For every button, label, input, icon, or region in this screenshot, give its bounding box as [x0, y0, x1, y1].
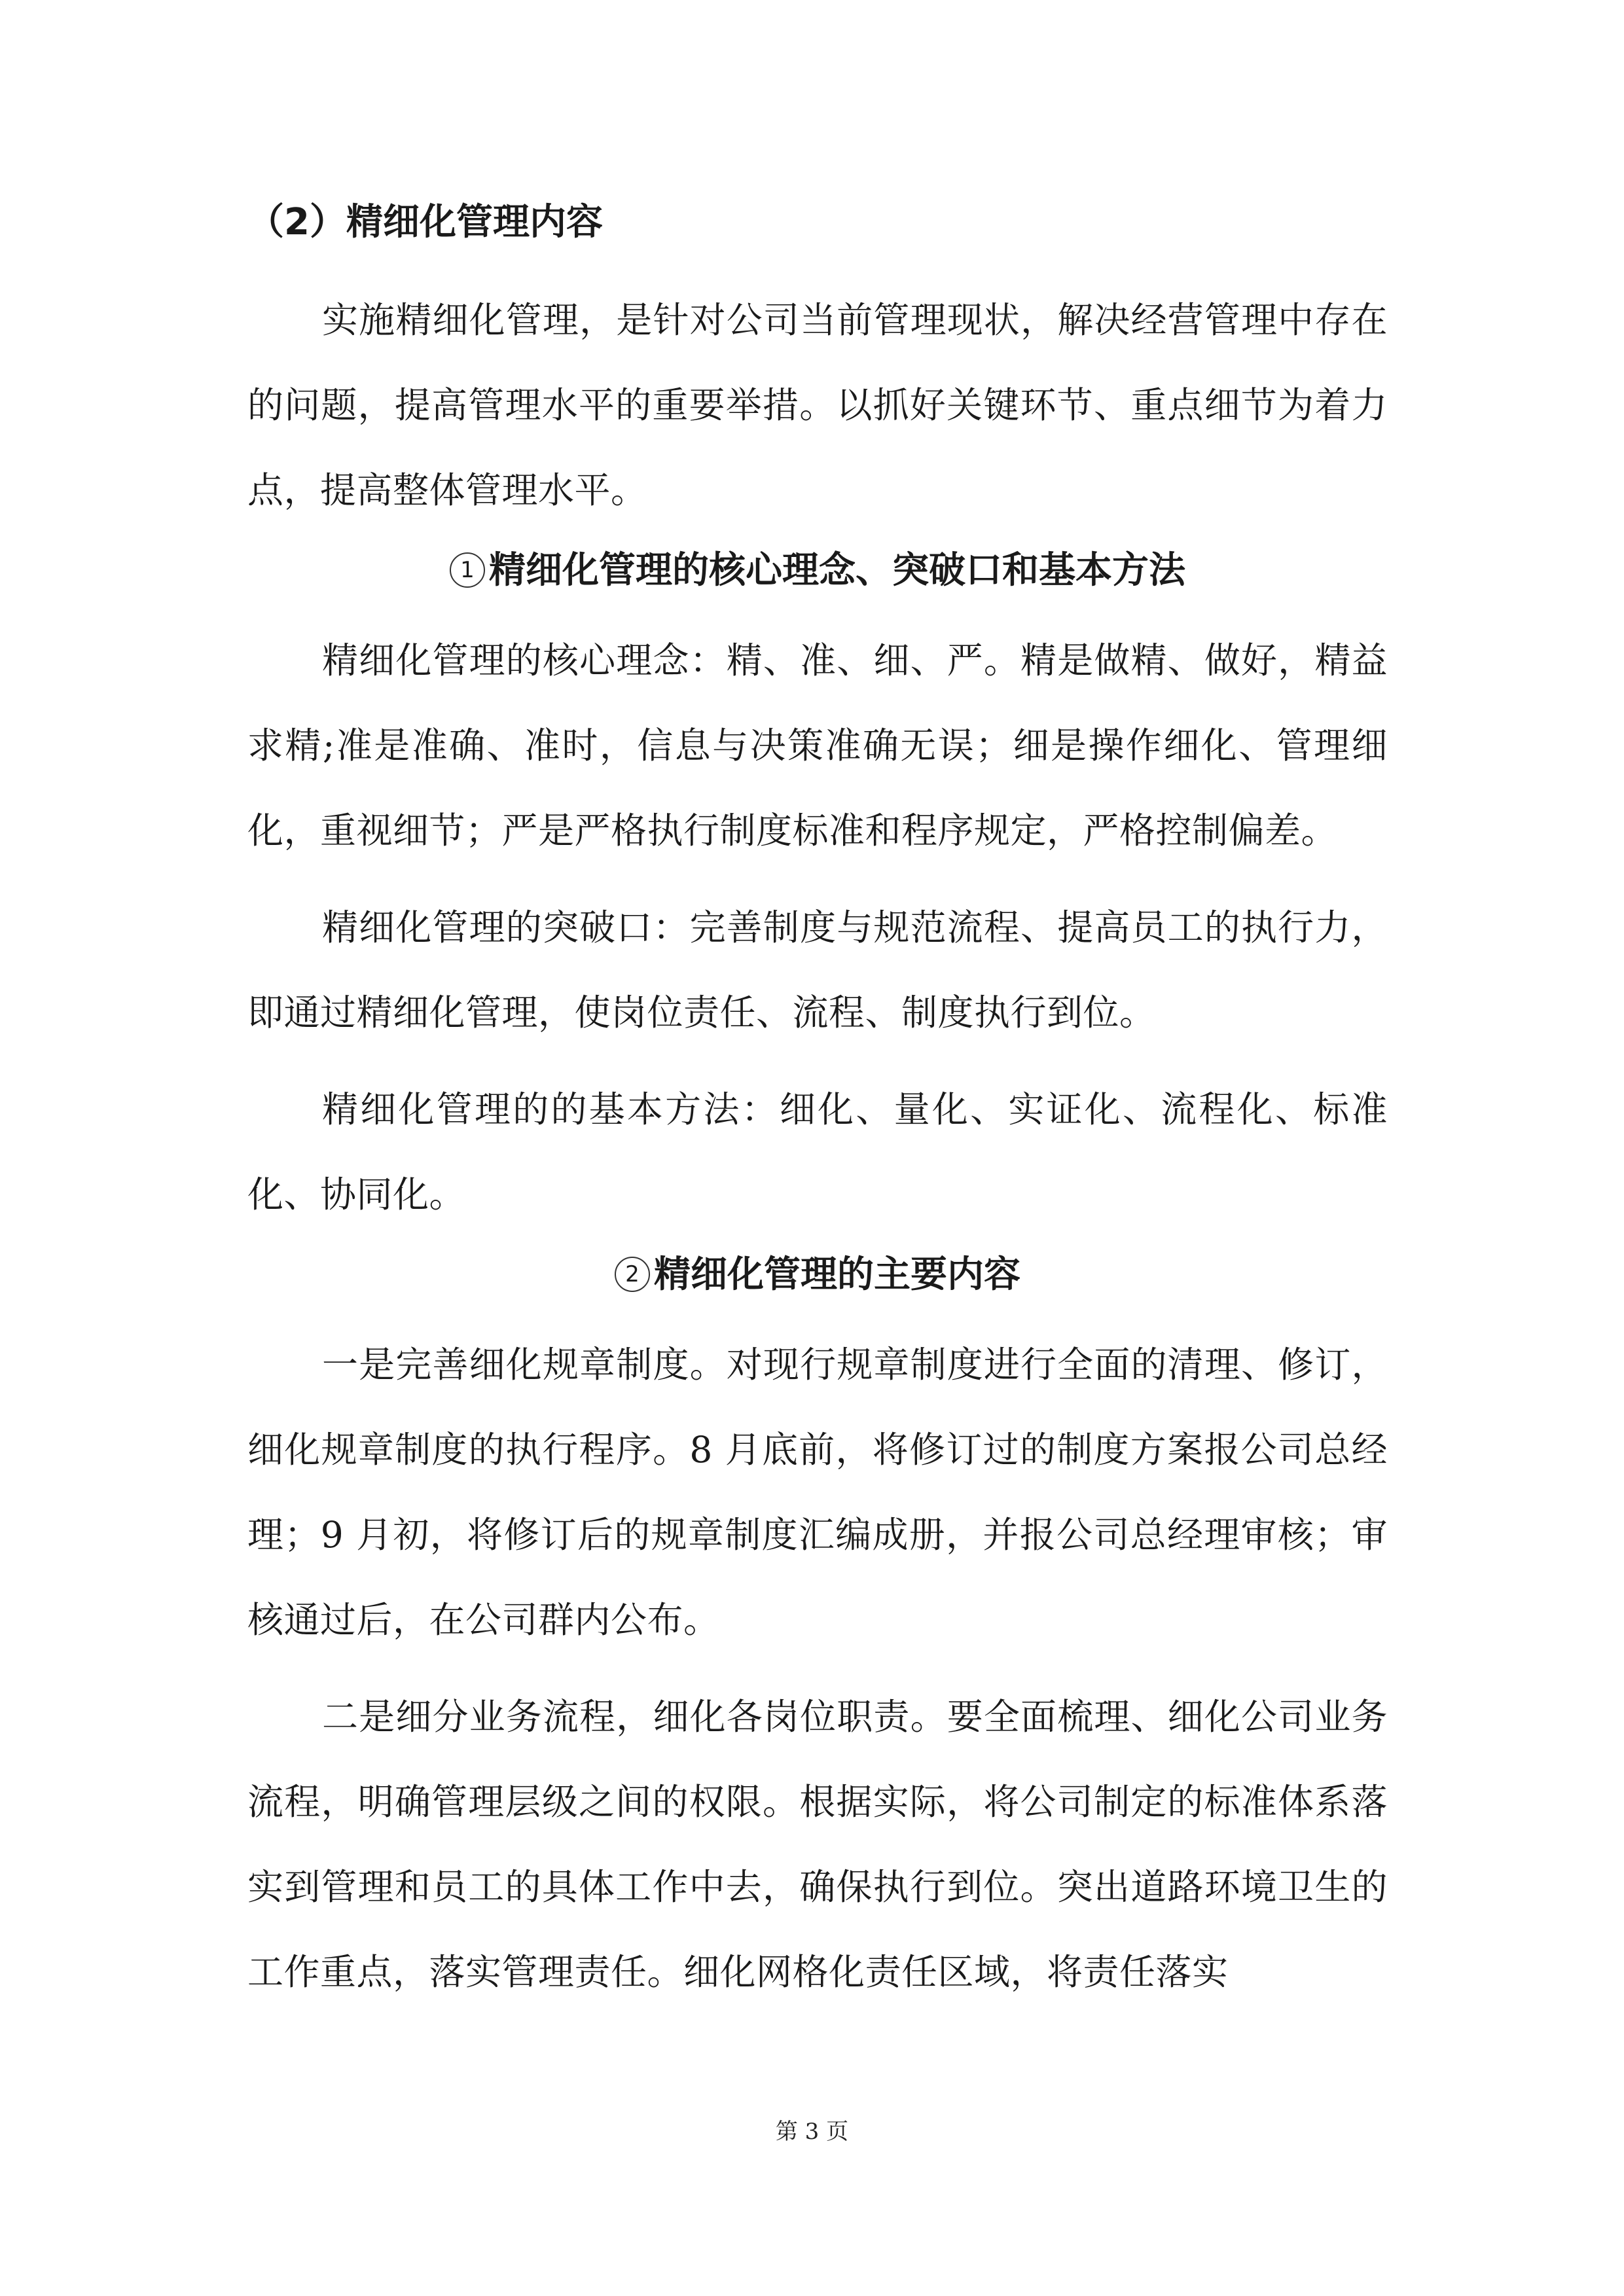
subsection-1-title: 精细化管理的核心理念、突破口和基本方法: [489, 549, 1185, 592]
subsection-2-heading: [247, 1249, 1388, 1301]
circled-number-2-icon: 2: [615, 1257, 650, 1292]
circled-number-1-icon: 1: [450, 552, 485, 588]
subsection-2-title: 精细化管理的主要内容: [654, 1253, 1020, 1296]
section-heading: （2）精细化管理内容: [247, 201, 603, 243]
regulation-paragraph: 一是完善细化规章制度。对现行规章制度进行全面的清理、修订，细化规章制度的执行程序。8 月底前，将修订过的制度方案报公司总经理；9 月初，将修订后的规章制度汇编成册，并报公司总经理审核；审核通过后，在公司群内公布。: [247, 1344, 1388, 1641]
basic-method-paragraph: 精细化管理的的基本方法：细化、量化、实证化、流程化、标准化、协同化。: [247, 1088, 1388, 1215]
page-content: [247, 196, 1388, 2026]
process-paragraph: 二是细分业务流程，细化各岗位职责。要全面梳理、细化公司业务流程，明确管理层级之间的权限。根据实际，将公司制定的标准体系落实到管理和员工的具体工作中去，确保执行到位。突出道路环境卫生的工作重点，落实管理责任。细化网格化责任区域，将责任落实: [247, 1696, 1388, 1993]
intro-paragraph: 实施精细化管理，是针对公司当前管理现状，解决经营管理中存在的问题，提高管理水平的重要举措。以抓好关键环节、重点细节为着力点，提高整体管理水平。: [247, 299, 1388, 511]
core-concept-paragraph: 精细化管理的核心理念：精、准、细、严。精是做精、做好，精益求精;准是准确、准时，信息与决策准确无误；细是操作细化、管理细化，重视细节；严是严格执行制度标准和程序规定，严格控制偏差。: [247, 639, 1388, 852]
breakthrough-paragraph: 精细化管理的突破口：完善制度与规范流程、提高员工的执行力，即通过精细化管理，使岗位责任、流程、制度执行到位。: [247, 906, 1388, 1033]
page-number-footer: 第 3 页: [775, 2119, 849, 2145]
subsection-1-heading: [247, 545, 1388, 597]
